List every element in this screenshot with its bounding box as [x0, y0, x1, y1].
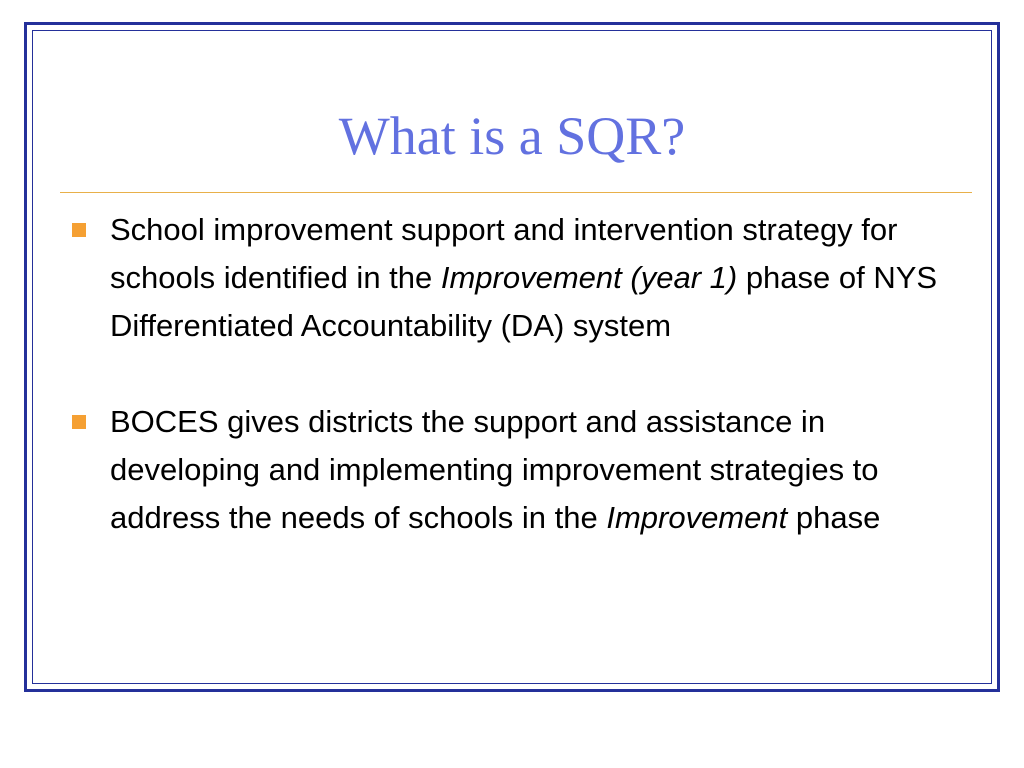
- slide-title: What is a SQR?: [338, 106, 686, 166]
- bullet-item-boces-support: [72, 398, 982, 542]
- bullet-italic-phrase: Improvement: [606, 500, 788, 535]
- bullet-text-end: phase: [787, 500, 881, 535]
- square-bullet-icon: [72, 415, 86, 429]
- bullet-item-sqr-definition: [72, 206, 982, 350]
- bullet-text-end: phase of NYS Differentiated Accountability (DA) system: [110, 260, 938, 343]
- bullet-list: [72, 206, 982, 542]
- title-divider: [60, 192, 972, 193]
- bullet-text-start: School improvement support and intervention strategy for schools identified in the: [110, 212, 898, 295]
- bullet-text-start: BOCES gives districts the support and assistance in developing and implementing improvement strategies to address the needs of schools in the: [110, 404, 879, 535]
- square-bullet-icon: [72, 223, 86, 237]
- bullet-italic-phrase: Improvement (year 1): [440, 260, 738, 295]
